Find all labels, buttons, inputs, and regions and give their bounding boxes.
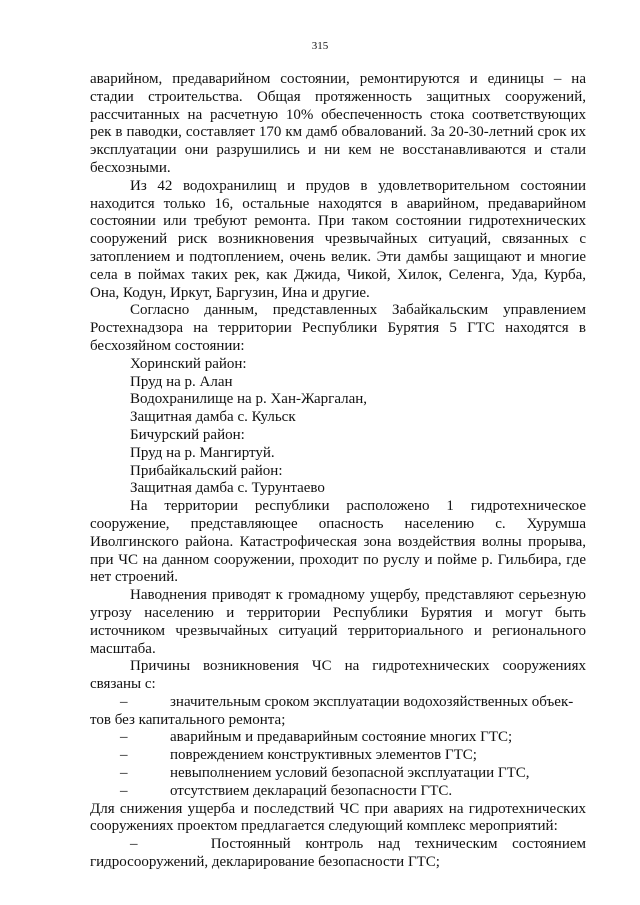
paragraph-4: На территории республики расположено 1 гидротехническое сооружение, представляющее опасность населению с. Хурумша Иволгинского района. Катастрофическая зона воздействия волны прорыва, при ЧС на данном сооружении, проходит по руслу и пойме р. Гильбира, где нет строений.: [90, 498, 586, 586]
paragraph-7: Для снижения ущерба и последствий ЧС при авариях на гидротехнических сооружениях проектом предлагается следующий комплекс мероприятий:: [90, 800, 586, 835]
paragraph-5: Наводнения приводят к громадному ущербу, представляют серьезную угрозу населению и территории Республики Бурятия и могут быть источником чрезвычайных ситуаций территориального и регионального масштаба.: [90, 587, 586, 657]
list-item: Прибайкальский район:: [130, 462, 283, 479]
structures-list: [90, 356, 586, 498]
list-item: Защитная дамба с. Кульск: [130, 409, 296, 426]
dash-marker: –: [130, 836, 138, 853]
paragraph-2: Из 42 водохранилищ и прудов в удовлетворительном состоянии находится только 16, остальные находятся в аварийном, предаварийном состоянии или требуют ремонта. При таком состоянии гидротехнических сооружений риск возникновения чрезвычайных ситуаций, связанных с затоплением и подтоплением, очень велик. Эти дамбы защищают и многие села в поймах таких рек, как Джида, Чикой, Хилок, Селенга, Уда, Курба, Она, Кодун, Иркут, Баргузин, Ина и другие.: [90, 177, 586, 301]
list-item: [90, 783, 586, 801]
list-item: [90, 747, 586, 765]
dash-marker: –: [120, 782, 128, 799]
list-item-text: аварийным и предаварийным состояние многих ГТС;: [170, 729, 513, 746]
measures-list: [90, 836, 586, 872]
list-item: Хоринский район:: [130, 355, 247, 372]
paragraph-6: Причины возникновения ЧС на гидротехнических сооружениях связаны с:: [90, 658, 586, 693]
dash-marker: –: [120, 693, 128, 710]
list-item: Защитная дамба с. Турунтаево: [130, 480, 325, 497]
list-item: Водохранилище на р. Хан-Жаргалан,: [130, 391, 368, 408]
dash-marker: –: [120, 729, 128, 746]
dash-marker: –: [120, 765, 128, 782]
list-item: Пруд на р. Алан: [130, 373, 233, 390]
list-item-text: отсутствием деклараций безопасности ГТС.: [170, 782, 453, 799]
page-number: 315: [311, 40, 329, 52]
page-body: [90, 71, 586, 872]
dash-marker: –: [120, 747, 128, 764]
list-item: Бичурский район:: [130, 426, 245, 443]
list-item-text: повреждением конструктивных элементов ГТС;: [170, 747, 477, 764]
list-item: Пруд на р. Мангиртуй.: [130, 444, 275, 461]
list-item-text: значительным сроком эксплуатации водохозяйственных объек-: [170, 693, 574, 710]
list-item: [90, 729, 586, 747]
list-item: [90, 836, 586, 872]
causes-list: [90, 694, 586, 801]
list-item: [90, 694, 586, 712]
list-item: [90, 765, 586, 783]
list-item-continuation: тов без капитального ремонта;: [90, 711, 286, 728]
list-item-text: Постоянный контроль над техническим состоянием гидросооружений, декларирование безопасности ГТС;: [90, 836, 586, 871]
paragraph-3: Согласно данным, представленных Забайкальским управлением Ростехнадзора на территории Республики Бурятия 5 ГТС находятся в бесхозяйном состоянии:: [90, 302, 586, 354]
paragraph-1: аварийном, предаварийном состоянии, ремонтируются и единицы – на стадии строительства. Общая протяженность защитных сооружений, рассчитанных на расчетную 10% обеспеченность стока соответствующих рек в паводки, составляет 170 км дамб обвалований. За 20-30-летний срок их эксплуатации они разрушились и ни кем не восстанавливаются и стали бесхозными.: [90, 71, 586, 176]
list-item-text: невыполнением условий безопасной эксплуатации ГТС,: [170, 765, 530, 782]
